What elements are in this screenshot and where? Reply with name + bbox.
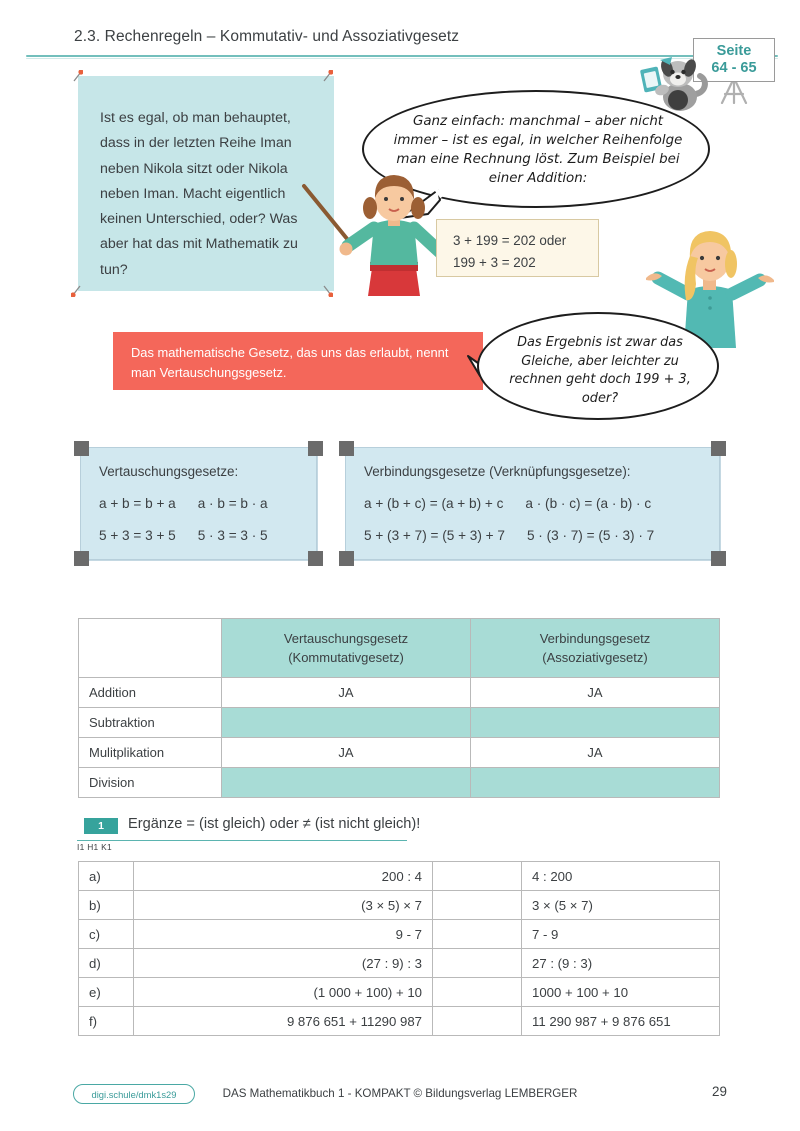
row-value-associative[interactable] <box>471 708 720 738</box>
expression-left: 9 876 651 + 11290 987 <box>134 1007 433 1036</box>
page-number: 29 <box>712 1084 727 1099</box>
answer-blank[interactable] <box>433 920 522 949</box>
table-header-associative <box>471 619 720 678</box>
row-letter: f) <box>79 1007 134 1036</box>
table-row <box>79 949 720 978</box>
row-value-associative[interactable] <box>471 768 720 798</box>
table-row <box>79 708 720 738</box>
equation-line-1: 3 + 199 = 202 oder <box>453 233 567 248</box>
expression-right: 7 - 9 <box>522 920 720 949</box>
board-formula: 5 + (3 + 7) = (5 + 3) + 7 <box>364 528 505 543</box>
answer-blank[interactable] <box>433 978 522 1007</box>
character-girl-brown-hair <box>336 170 452 298</box>
table-row <box>79 978 720 1007</box>
exercise-table <box>78 861 720 1036</box>
row-value-commutative[interactable] <box>222 708 471 738</box>
law-board-associative <box>345 447 720 560</box>
intro-note-text: Ist es egal, ob man behauptet, dass in der letzten Reihe Iman neben Nikola sitzt oder Nikola neben Iman. Macht eigentlich keinen Unterschied, oder? Was aber hat das mit Mathematik zu tun? <box>100 110 298 278</box>
pin-icon <box>71 70 83 82</box>
board-corner-icon <box>339 551 354 566</box>
page-reference-range: 64 - 65 <box>711 60 757 76</box>
row-letter: a) <box>79 862 134 891</box>
board-corner-icon <box>339 441 354 456</box>
speech-bubble-result-text: Das Ergebnis ist zwar das Gleiche, aber leichter zu rechnen geht doch 199 + 3, oder? <box>509 335 691 407</box>
row-value-commutative[interactable]: JA <box>222 678 471 708</box>
pin-icon <box>71 285 83 297</box>
intro-pinned-note <box>78 76 334 291</box>
answer-blank[interactable] <box>433 862 522 891</box>
footer-copyright: DAS Mathematikbuch 1 - KOMPAKT © Bildungsverlag LEMBERGER <box>222 1087 578 1100</box>
board-formula-row <box>99 528 268 543</box>
speech-bubble-result <box>477 312 719 420</box>
table-header-commutative <box>222 619 471 678</box>
board-formula-row <box>99 496 268 511</box>
board-corner-icon <box>74 551 89 566</box>
header-line-2: (Assoziativgesetz) <box>542 650 648 665</box>
exercise-divider <box>77 840 407 841</box>
expression-left: (1 000 + 100) + 10 <box>134 978 433 1007</box>
answer-blank[interactable] <box>433 891 522 920</box>
board-formula: a · (b · c) = (a · b) · c <box>525 496 652 511</box>
board-formula: a + (b + c) = (a + b) + c <box>364 496 504 511</box>
exercise-instruction: Ergänze = (ist gleich) oder ≠ (ist nicht gleich)! <box>128 816 421 832</box>
row-letter: e) <box>79 978 134 1007</box>
expression-left: 200 : 4 <box>134 862 433 891</box>
expression-left: (3 × 5) × 7 <box>134 891 433 920</box>
board-title: Verbindungsgesetze (Verknüpfungsgesetze): <box>364 464 631 479</box>
competency-codes: I1 H1 K1 <box>77 842 112 852</box>
board-formula-row <box>364 496 651 511</box>
expression-left: 9 - 7 <box>134 920 433 949</box>
law-board-commutative <box>80 447 317 560</box>
board-formula: a + b = b + a <box>99 496 176 511</box>
row-value-commutative[interactable]: JA <box>222 738 471 768</box>
table-row <box>79 891 720 920</box>
expression-right: 4 : 200 <box>522 862 720 891</box>
row-value-associative[interactable]: JA <box>471 738 720 768</box>
board-formula: a · b = b · a <box>197 496 268 511</box>
board-formula: 5 · (3 · 7) = (5 · 3) · 7 <box>526 528 655 543</box>
row-label: Subtraktion <box>79 708 222 738</box>
digital-resource-link[interactable]: digi.schule/dmk1s29 <box>73 1084 195 1104</box>
expression-right: 11 290 987 + 9 876 651 <box>522 1007 720 1036</box>
expression-left: (27 : 9) : 3 <box>134 949 433 978</box>
board-corner-icon <box>74 441 89 456</box>
board-corner-icon <box>711 551 726 566</box>
row-value-commutative[interactable] <box>222 768 471 798</box>
pin-icon <box>321 285 333 297</box>
table-corner-cell <box>79 619 222 678</box>
speech-bubble-explanation-text: Ganz einfach: manchmal – aber nicht immer – ist es egal, in welcher Reihenfolge man eine Rechnung löst. Zum Beispiel bei einer Addition: <box>393 114 683 187</box>
header-line-1: Vertauschungsgesetz <box>283 630 409 646</box>
board-formula: 5 + 3 = 3 + 5 <box>99 528 176 543</box>
header-line-2: (Kommutativgesetz) <box>288 650 404 665</box>
page-title: 2.3. Rechenregeln – Kommutativ- und Assoziativgesetz <box>74 28 460 45</box>
header-line-1: Verbindungsgesetz <box>539 630 651 646</box>
comparison-table <box>78 618 720 798</box>
table-row <box>79 920 720 949</box>
table-row <box>79 678 720 708</box>
board-corner-icon <box>308 441 323 456</box>
row-label: Division <box>79 768 222 798</box>
board-corner-icon <box>711 441 726 456</box>
expression-right: 27 : (9 : 3) <box>522 949 720 978</box>
row-letter: c) <box>79 920 134 949</box>
expression-right: 3 × (5 × 7) <box>522 891 720 920</box>
board-title: Vertauschungsgesetze: <box>99 464 239 479</box>
answer-blank[interactable] <box>433 949 522 978</box>
row-label: Mulitplikation <box>79 738 222 768</box>
table-row <box>79 738 720 768</box>
example-equation-card <box>436 219 599 277</box>
law-definition-text: Das mathematische Gesetz, das uns das erlaubt, nennt man Vertauschungsgesetz. <box>131 345 449 381</box>
row-letter: b) <box>79 891 134 920</box>
board-formula: 5 · 3 = 3 · 5 <box>197 528 268 543</box>
page-header <box>0 0 800 60</box>
table-row <box>79 768 720 798</box>
row-value-associative[interactable]: JA <box>471 678 720 708</box>
exercise-number-badge: 1 <box>84 818 118 834</box>
answer-blank[interactable] <box>433 1007 522 1036</box>
expression-right: 1000 + 100 + 10 <box>522 978 720 1007</box>
row-label: Addition <box>79 678 222 708</box>
row-letter: d) <box>79 949 134 978</box>
page-reference-label: Seite <box>716 43 752 60</box>
equation-line-2: 199 + 3 = 202 <box>453 254 536 270</box>
law-definition-banner <box>113 332 483 390</box>
table-row <box>79 862 720 891</box>
pin-icon <box>321 70 333 82</box>
board-formula-row <box>364 528 654 543</box>
board-corner-icon <box>308 551 323 566</box>
table-row <box>79 1007 720 1036</box>
table-header-row <box>79 619 720 678</box>
